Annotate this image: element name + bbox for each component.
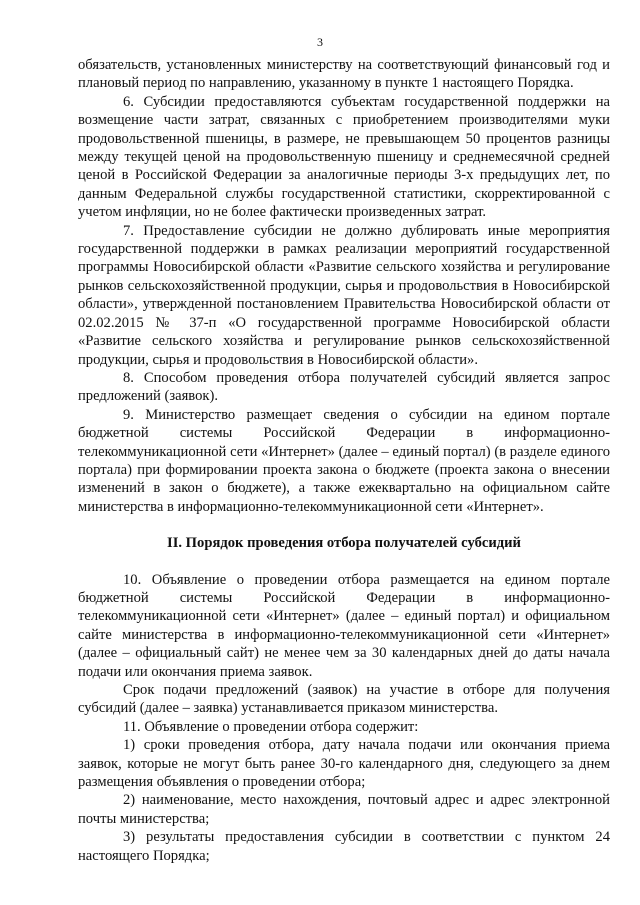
paragraph-item-8: 8. Способом проведения отбора получателей субсидий является запрос предложений (заявок). bbox=[78, 369, 610, 405]
paragraph-item-6: 6. Субсидии предоставляются субъектам государственной поддержки на возмещение части затрат, связанных с приобретением производителями муки продовольственной пшеницы, в размере, не превышающем 50 процентов разницы между текущей ценой на продовольственную пшеницу и среднемесячной средней ценой в Российской Федерации за аналогичные периоды 3-х предыдущих лет, по данным Федеральной службы государственной статистики, скорректированной с учетом инфляции, но не более фактически произведенных затрат. bbox=[78, 93, 610, 221]
section-heading: II. Порядок проведения отбора получателей субсидий bbox=[167, 535, 521, 552]
document-body bbox=[78, 56, 610, 865]
paragraph-continuation: обязательств, установленных министерству на соответствующий финансовый год и плановый период по направлению, указанному в пункте 1 настоящего Порядка. bbox=[78, 57, 610, 92]
paragraph-item-7: 7. Предоставление субсидии не должно дублировать иные мероприятия государственной поддержки в рамках реализации мероприятий государственной программы Новосибирской области «Развитие сельского хозяйства и регулирование рынков сельскохозяйственной продукции, сырья и продовольствия в Новосибирской области», утвержденной постановлением Правительства Новосибирской области от 02.02.2015 № 37-п «О государственной программе Новосибирской области «Развитие сельского хозяйства и регулирование рынков сельскохозяйственной продукции, сырья и продовольствия в Новосибирской области». bbox=[78, 222, 610, 368]
paragraph-item-11: 11. Объявление о проведении отбора содержит: bbox=[123, 718, 419, 735]
paragraph-item-9: 9. Министерство размещает сведения о субсидии на едином портале бюджетной системы Российской Федерации в информационно-телекоммуникационной сети «Интернет» (далее – единый портал) (в разделе единого портала) при формировании проекта закона о бюджете (проекта закона о внесении изменений в закон о бюджете), а также ежеквартально на официальном сайте министерства в информационно-телекоммуникационной сети «Интернет». bbox=[78, 406, 610, 515]
list-item-3: 3) результаты предоставления субсидии в соответствии с пунктом 24 настоящего Порядка; bbox=[78, 829, 610, 864]
paragraph-application-deadline: Срок подачи предложений (заявок) на участие в отборе для получения субсидий (далее – заявка) устанавливается приказом министерства. bbox=[78, 682, 610, 717]
list-item-1: 1) сроки проведения отбора, дату начала подачи или окончания приема заявок, которые не могут быть ранее 30-го календарного дня, следующего за днем размещения объявления о проведении отбора; bbox=[78, 737, 610, 791]
list-item-2: 2) наименование, место нахождения, почтовый адрес и адрес электронной почты министерства; bbox=[78, 792, 610, 827]
paragraph-item-10: 10. Объявление о проведении отбора размещается на едином портале бюджетной системы Российской Федерации в информационно-телекоммуникационной сети «Интернет» (далее – единый портал) и официальном сайте министерства в информационно-телекоммуникационной сети «Интернет» (далее – официальный сайт) не менее чем за 30 календарных дней до даты начала подачи или окончания приема заявок. bbox=[78, 571, 610, 680]
page-number: 3 bbox=[317, 35, 323, 49]
